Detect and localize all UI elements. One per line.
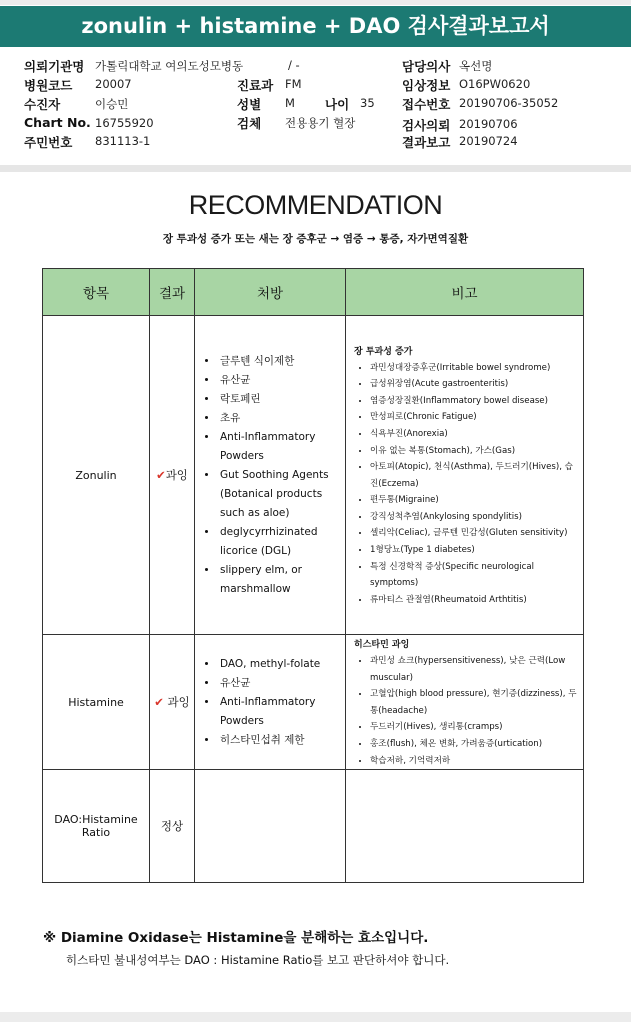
list-item: • 식욕부진(Anorexia) [370,426,579,443]
doctor-value: 옥선명 [459,59,493,73]
patient-value: 이승민 [95,97,129,111]
hospital-code-value: 20007 [95,77,132,91]
patient-label: 수진자 [24,97,61,112]
row-item: DAO:Histamine Ratio [43,770,150,883]
list-item: • Anti-Inflammatory Powders [218,693,344,731]
list-item: • slippery elm, or marshmallow [218,561,344,599]
recommendation-subtitle: 장 투과성 증가 또는 새는 장 증후군 → 염증 → 통증, 자가면역질환 [162,233,469,245]
id-label: 주민번호 [24,135,73,150]
request-date-value: 20190706 [459,117,518,131]
list-item: • 초유 [218,409,344,428]
row-item: Zonulin [43,316,150,635]
institution-value: 가톨릭대학교 여의도성모병동 [95,59,244,73]
check-icon: ✔ [154,695,164,710]
row-prescription [195,770,346,883]
list-item: • DAO, methyl-folate [218,655,344,674]
request-date-label: 검사의뢰 [402,118,451,133]
report-title: zonulin + histamine + DAO 검사결과보고서 [0,6,631,47]
header-item: 항목 [43,269,150,316]
row-result: 정상 [150,770,195,883]
footer-subnote: 히스타민 불내성여부는 DAO : Histamine Ratio를 보고 판단하셔야 합니다. [66,953,450,967]
top-border [0,0,631,5]
footer-note [43,926,428,946]
table-row [43,316,584,635]
section-separator [0,165,631,172]
result-value: 과잉 [165,468,188,482]
row-note [346,635,584,770]
list-item: • Anti-Inflammatory Powders [218,428,344,466]
row-item: Histamine [43,635,150,770]
list-item: • 1형당뇨(Type 1 diabetes) [370,542,579,559]
institution-label: 의뢰기관명 [24,59,85,74]
report-date-value: 20190724 [459,134,518,148]
id-value: 831113-1 [95,134,151,148]
list-item: • 셀리악(Celiac), 글루텐 민감성(Gluten sensitivity) [370,525,579,542]
reception-label: 접수번호 [402,97,451,112]
list-item: • 히스타민섭취 제한 [218,731,344,750]
header-note: 비고 [346,269,584,316]
table-row [43,635,584,770]
list-item: • 이유 없는 복통(Stomach), 가스(Gas) [370,443,579,460]
reference-mark: ※ [43,930,57,946]
bottom-border [0,1012,631,1022]
list-item: • 홍조(flush), 체온 변화, 가려움증(urtication) [370,736,579,753]
sex-value: M [285,96,295,110]
header-prescription: 처방 [195,269,346,316]
list-item: • 락토페린 [218,390,344,409]
list-item: • 글루텐 식이제한 [218,352,344,371]
result-value: 과잉 [167,695,190,710]
list-item: • 유산균 [218,674,344,693]
list-item: • Gut Soothing Agents (Botanical products such as aloe) [218,466,344,523]
list-item: • 편두통(Migraine) [370,492,579,509]
row-result [150,316,195,635]
chart-no-value: 16755920 [95,116,154,130]
list-item: • 만성피로(Chronic Fatigue) [370,409,579,426]
list-item: • 류마티스 관절염(Rheumatoid Arthtitis) [370,592,579,609]
dept-label: 진료과 [237,78,274,93]
list-item: • 강직성척추염(Ankylosing spondylitis) [370,509,579,526]
table-row [43,770,584,883]
patient-info-panel [0,47,631,165]
clinical-label: 임상정보 [402,78,451,93]
row-result [150,635,195,770]
reception-value: 20190706-35052 [459,96,559,110]
list-item: • 과민성 쇼크(hypersensitiveness), 낮은 근력(Low muscular) [370,653,579,686]
footer-note-text: Diamine Oxidase는 Histamine을 분해하는 효소입니다. [60,930,429,946]
sex-label: 성별 [237,97,262,112]
list-item: • deglycyrrhizinated licorice (DGL) [218,523,344,561]
specimen-value: 전용용기 혈장 [285,116,356,130]
row-prescription [195,316,346,635]
list-item: • 특정 신경학적 증상(Specific neurological symptoms) [370,559,579,592]
note-title: 장 투과성 증가 [354,346,413,357]
institution-extra: / - [288,58,300,72]
recommendation-title: RECOMMENDATION [188,190,443,220]
note-title: 히스타민 과잉 [354,640,410,650]
table-header-row [43,269,584,316]
clinical-value: O16PW0620 [459,77,531,91]
list-item: • 아토피(Atopic), 천식(Asthma), 두드러기(Hives), 습진(Eczema) [370,459,579,492]
age-label: 나이 [325,97,350,112]
list-item: • 고혈압(high blood pressure), 현기증(dizziness), 두통(headache) [370,686,579,719]
row-note [346,770,584,883]
report-date-label: 결과보고 [402,135,451,150]
list-item: • 염증성장질환(Inflammatory bowel disease) [370,393,579,410]
row-note [346,316,584,635]
doctor-label: 담당의사 [402,59,451,74]
list-item: • 두드러기(Hives), 생리통(cramps) [370,719,579,736]
age-value: 35 [360,96,375,110]
results-table [42,268,584,883]
hospital-code-label: 병원코드 [24,78,73,93]
dept-value: FM [285,77,302,91]
row-prescription [195,635,346,770]
list-item: • 유산균 [218,371,344,390]
list-item: • 과민성대장증후군(Irritable bowel syndrome) [370,360,579,377]
specimen-label: 검체 [237,116,262,131]
check-icon: ✔ [156,468,166,482]
chart-no-label: Chart No. [24,115,91,130]
list-item: • 학습저하, 기억력저하 [370,753,579,770]
list-item: • 급성위장염(Acute gastroenteritis) [370,376,579,393]
header-result: 결과 [150,269,195,316]
